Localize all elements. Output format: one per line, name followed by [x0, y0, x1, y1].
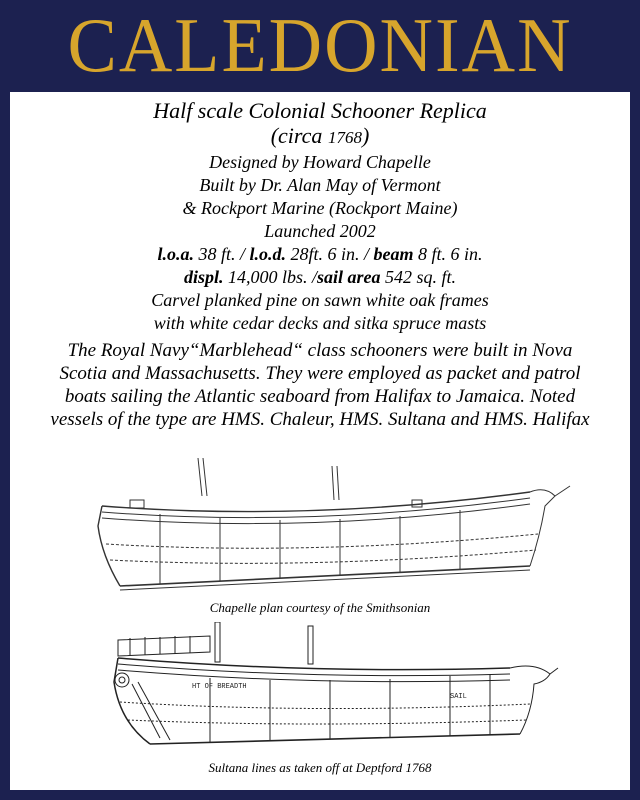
poster-title: CALEDONIAN — [67, 2, 573, 90]
content-panel — [10, 92, 630, 790]
circa-line — [10, 123, 630, 151]
ship-lines-icon — [10, 622, 630, 752]
spec-dimensions — [10, 243, 630, 266]
circa-year: 1768 — [327, 128, 362, 147]
spec-displ-value: 14,000 lbs. / — [223, 267, 317, 287]
construction-line-2: with white cedar decks and sitka spruce masts — [153, 313, 487, 333]
credit-builder: Built by Dr. Alan May of Vermont — [199, 175, 441, 195]
spec-beam-label: beam — [373, 244, 414, 264]
history-line-3: boats sailing the Atlantic seaboard from Halifax to Jamaica. Noted — [64, 386, 576, 407]
caption-sultana-lines: Sultana lines as taken off at Deptford 1768 — [208, 760, 432, 775]
history-line-1: The Royal Navy“Marblehead“ class schooners were built in Nova — [67, 340, 573, 361]
ship-lines-drawing — [10, 622, 630, 752]
sultana-label-breadth: HT OF BREADTH — [192, 683, 247, 691]
spec-weight-sail — [10, 266, 630, 289]
history-line-4: vessels of the type are HMS. Chaleur, HMS. Sultana and HMS. Halifax — [50, 409, 590, 430]
construction-line-1: Carvel planked pine on sawn white oak frames — [151, 290, 489, 310]
circa-suffix: ) — [361, 123, 370, 148]
description — [10, 98, 630, 431]
history-line-2: Scotia and Massachusetts. They were employed as packet and patrol — [59, 363, 581, 384]
spec-beam-value: 8 ft. 6 in. — [413, 244, 483, 264]
ship-plan-drawing — [10, 456, 630, 596]
sultana-label-sail: SAIL — [450, 693, 467, 701]
credit-launched: Launched 2002 — [264, 221, 376, 241]
credit-designer: Designed by Howard Chapelle — [209, 152, 431, 172]
subtitle: Half scale Colonial Schooner Replica — [153, 98, 487, 123]
spec-loa-label: l.o.a. — [157, 244, 194, 264]
spec-loa-value: 38 ft. / — [193, 244, 250, 264]
history-paragraph — [10, 339, 630, 431]
spec-lod-value: 28ft. 6 in. / — [286, 244, 374, 264]
spec-displ-label: displ. — [183, 267, 224, 287]
title-banner — [0, 0, 640, 92]
spec-sail-label: sail area — [317, 267, 381, 287]
ship-plan-icon — [10, 456, 630, 596]
credit-yard: & Rockport Marine (Rockport Maine) — [182, 198, 458, 218]
spec-lod-label: l.o.d. — [249, 244, 286, 264]
caption-chapelle-plan: Chapelle plan courtesy of the Smithsonian — [209, 600, 431, 615]
circa-prefix: (circa — [270, 123, 328, 148]
spec-sail-value: 542 sq. ft. — [380, 267, 457, 287]
